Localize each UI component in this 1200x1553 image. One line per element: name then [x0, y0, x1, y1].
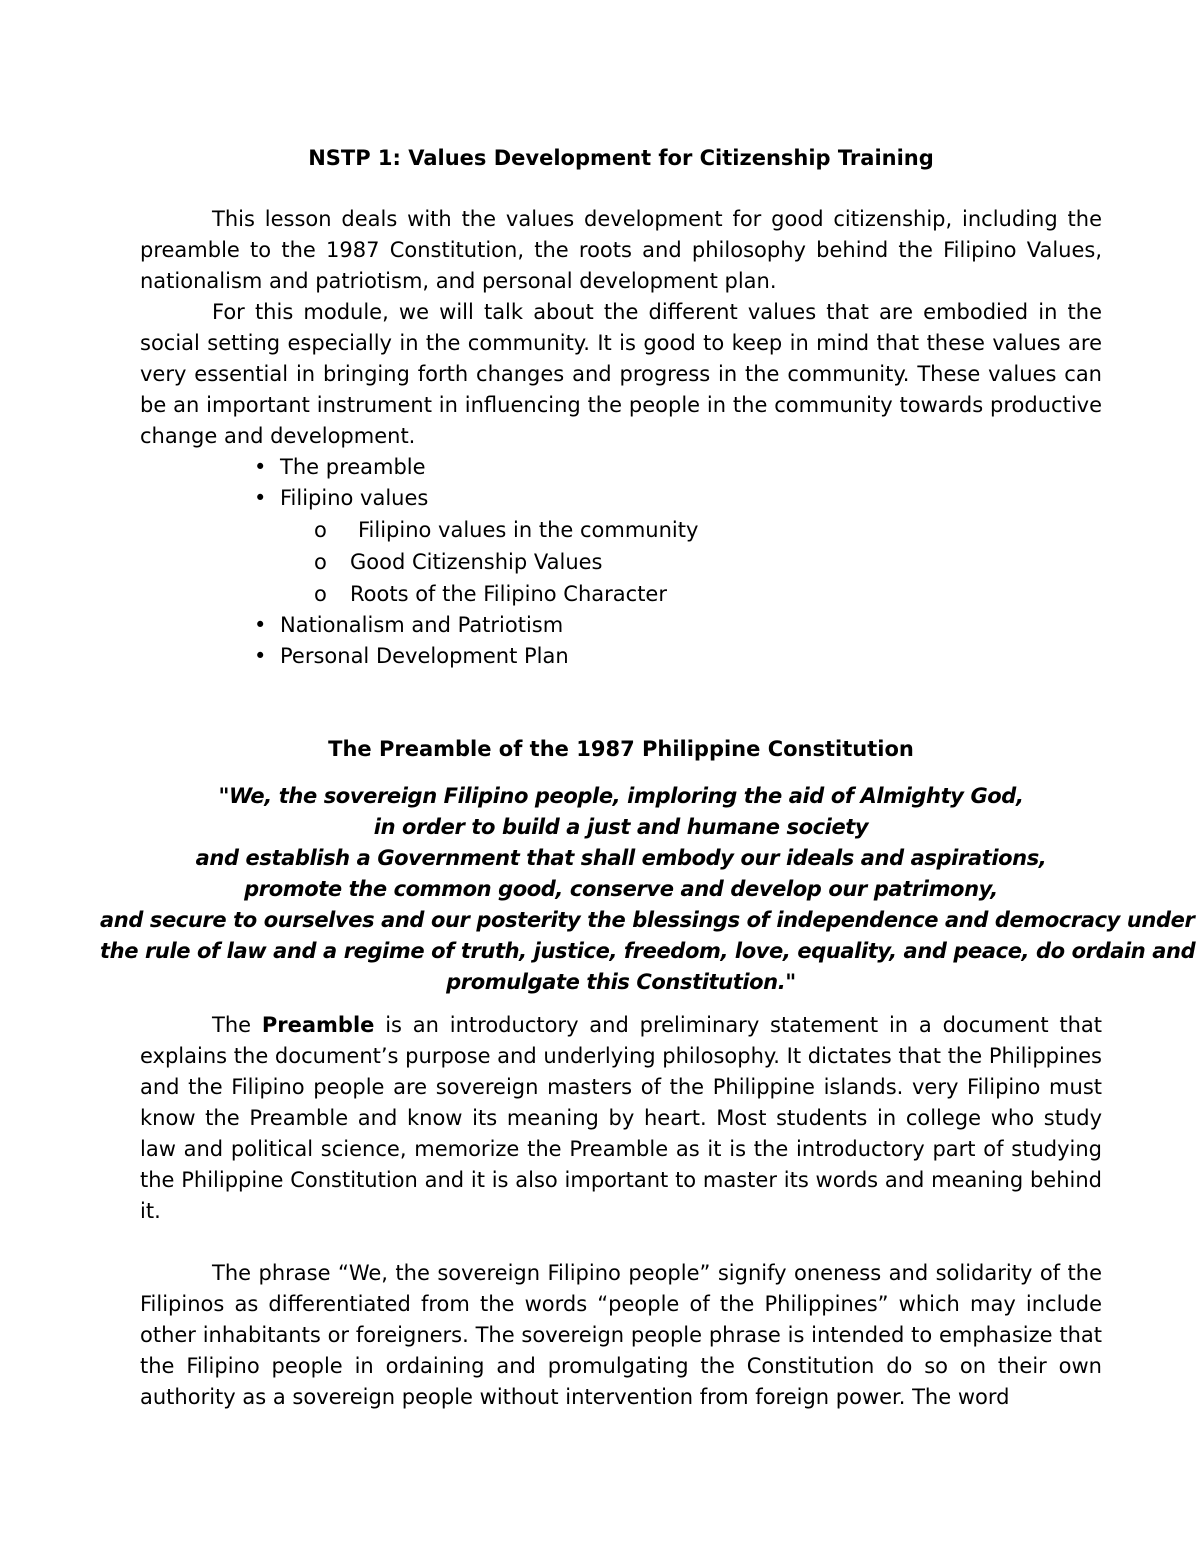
quote-line: promulgate this Constitution." — [446, 970, 796, 994]
section-heading-preamble: The Preamble of the 1987 Philippine Constitution — [328, 737, 914, 761]
spacer — [140, 1227, 1102, 1258]
paragraph-start: The — [212, 1013, 262, 1037]
subtopic-list — [140, 514, 1102, 610]
preamble-paragraph-1 — [140, 1010, 1102, 1227]
subtopic-item-community: o Filipino values in the community — [140, 514, 1102, 546]
quote-line: the rule of law and a regime of truth, justice, freedom, love, equality, and peace, do ordain and — [100, 939, 1196, 963]
quote-line: promote the common good, conserve and develop our patrimony, — [244, 877, 998, 901]
document-title: NSTP 1: Values Development for Citizenship Training — [308, 146, 934, 170]
topic-item-preamble: • The preamble — [140, 452, 1102, 483]
topic-item-nationalism: • Nationalism and Patriotism — [140, 610, 1102, 641]
intro-paragraph-2: For this module, we will talk about the different values that are embodied in the social setting especially in the community. It is good to keep in mind that these values are very essential in bringing forth changes and progress in the community. These values can be an important instrument in influencing the people in the community towards productive change and development. — [140, 300, 1102, 448]
topic-item-label: Filipino values — [280, 486, 429, 510]
quote-line: and establish a Government that shall embody our ideals and aspirations, — [195, 846, 1047, 870]
quote-line: "We, the sovereign Filipino people, imploring the aid of Almighty God, — [218, 784, 1024, 808]
topic-list — [140, 452, 1102, 672]
quote-line: and secure to ourselves and our posterity the blessings of independence and democracy under — [100, 908, 1195, 932]
subtopic-item-citizenship: o Good Citizenship Values — [140, 546, 1102, 578]
document-content — [100, 143, 1196, 1413]
topic-item-filipino-values — [140, 483, 1102, 610]
quote-line: in order to build a just and humane society — [373, 815, 869, 839]
paragraph-rest: is an introductory and preliminary statement in a document that explains the document’s purpose and underlying philosophy. It dictates that the Philippines and the Filipino people are sovereign masters of the Philippine islands. very Filipino must know the Preamble and know its meaning by heart. Most students in college who study law and political science, memorize the Preamble as it is the introductory part of studying the Philippine Constitution and it is also important to master its words and meaning behind it. — [140, 1013, 1103, 1223]
preamble-paragraph-2: The phrase “We, the sovereign Filipino people” signify oneness and solidarity of the Filipinos as differentiated from the words “people of the Philippines” which may include other inhabitants or foreigners. The sovereign people phrase is intended to emphasize that the Filipino people in ordaining and promulgating the Constitution do so on their own authority as a sovereign people without intervention from foreign power. The word — [140, 1261, 1102, 1409]
term-preamble: Preamble — [261, 1013, 375, 1037]
intro-paragraph-1: This lesson deals with the values development for good citizenship, including the preamble to the 1987 Constitution, the roots and philosophy behind the Filipino Values, nationalism and patriotism, and personal development plan. — [140, 207, 1102, 293]
preamble-quote — [100, 781, 1196, 998]
topic-item-development-plan: • Personal Development Plan — [140, 641, 1102, 672]
subtopic-item-roots: o Roots of the Filipino Character — [140, 578, 1102, 610]
spacer — [140, 672, 1102, 734]
